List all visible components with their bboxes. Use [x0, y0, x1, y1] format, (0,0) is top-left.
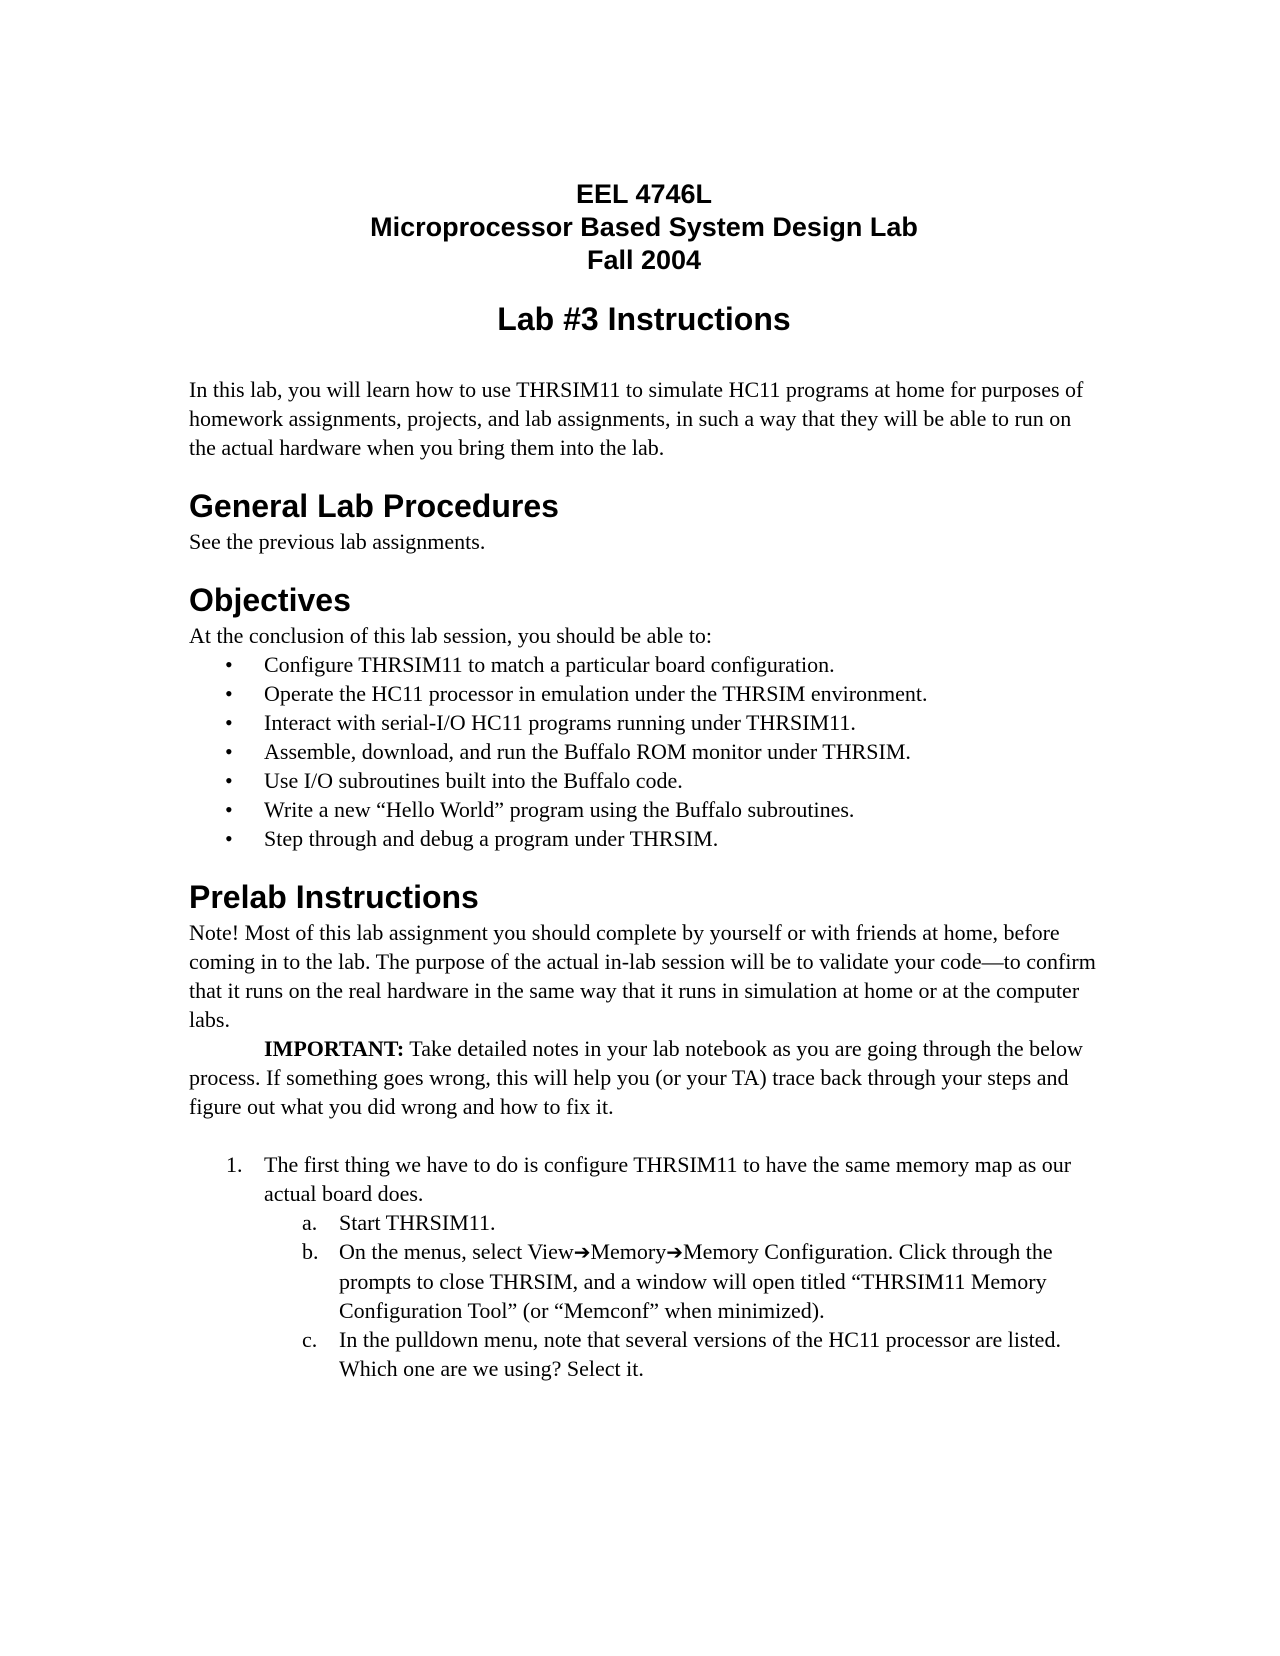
intro-paragraph: In this lab, you will learn how to use THRSIM11 to simulate HC11 programs at home for purposes of homework assignments, projects, and lab assignments, in such a way that they will be able to run on the actual hardware when you bring them into the lab. [189, 377, 1084, 460]
substep-text-mid: Memory [590, 1239, 667, 1264]
lab-title: Lab #3 Instructions [497, 301, 791, 337]
prelab-heading: Prelab Instructions [189, 879, 479, 915]
list-item: • Write a new “Hello World” program using the Buffalo subroutines. [225, 797, 855, 822]
arrow-right-icon: ➔ [573, 1240, 591, 1264]
substeps [264, 1208, 1099, 1383]
substep-text-pre: On the menus, select View [339, 1239, 574, 1264]
step-item [189, 1150, 1099, 1383]
document-page [189, 178, 1099, 1383]
important-text: Take detailed notes in your lab notebook as you are going through the below process. If something goes wrong, this will help you (or your TA) trace back through your steps and figure out what you did wrong and how to fix it. [189, 1036, 1083, 1119]
course-name: Microprocessor Based System Design Lab [370, 212, 918, 242]
list-item: • Interact with serial-I/O HC11 programs running under THRSIM11. [225, 710, 856, 735]
step-text: The first thing we have to do is configure THRSIM11 to have the same memory map as our actual board does. [264, 1152, 1072, 1206]
general-procedures-text: See the previous lab assignments. [189, 529, 486, 554]
important-label: IMPORTANT: [264, 1036, 405, 1061]
substep-item [264, 1325, 1099, 1383]
list-item: • Configure THRSIM11 to match a particular board configuration. [225, 652, 835, 677]
list-item: • Use I/O subroutines built into the Buffalo code. [225, 768, 683, 793]
bullet-icon: • [225, 797, 233, 822]
general-procedures-heading: General Lab Procedures [189, 488, 559, 524]
substep-letter: c. [302, 1327, 318, 1352]
bullet-icon: • [225, 710, 233, 735]
substep-item [264, 1208, 1099, 1237]
prelab-important [189, 1034, 1099, 1121]
substep-text: In the pulldown menu, note that several versions of the HC11 processor are listed. Which one are we using? Select it. [339, 1327, 1061, 1381]
course-code: EEL 4746L [575, 179, 713, 209]
substep-letter: a. [302, 1210, 318, 1235]
bullet-icon: • [225, 652, 233, 677]
document-header [189, 178, 1099, 277]
objectives-heading: Objectives [189, 582, 351, 618]
prelab-note: Note! Most of this lab assignment you should complete by yourself or with friends at home, before coming in to the lab. The purpose of the actual in-lab session will be to validate your code—to confirm that it runs on the real hardware in the same way that it runs in simulation at home or at the computer labs. [189, 920, 1096, 1032]
step-number: 1. [226, 1152, 243, 1177]
bullet-icon: • [225, 681, 233, 706]
objectives-list [189, 650, 1099, 853]
bullet-icon: • [225, 739, 233, 764]
substep-text: Start THRSIM11. [339, 1210, 496, 1235]
substep-text-post: Memory Configuration. Click through the prompts to close THRSIM, and a window will open titled “THRSIM11 Memory Configuration Tool” (or “Memconf” when minimized). [339, 1239, 1053, 1323]
course-term: Fall 2004 [586, 245, 702, 275]
substep-letter: b. [302, 1239, 319, 1264]
substep-item [264, 1237, 1099, 1325]
list-item: • Operate the HC11 processor in emulation under the THRSIM environment. [225, 681, 928, 706]
list-item: • Step through and debug a program under THRSIM. [225, 826, 719, 851]
bullet-icon: • [225, 826, 233, 851]
prelab-steps [189, 1150, 1099, 1383]
arrow-right-icon: ➔ [666, 1240, 684, 1264]
list-item: • Assemble, download, and run the Buffalo ROM monitor under THRSIM. [225, 739, 911, 764]
objectives-lead: At the conclusion of this lab session, you should be able to: [189, 623, 713, 648]
bullet-icon: • [225, 768, 233, 793]
